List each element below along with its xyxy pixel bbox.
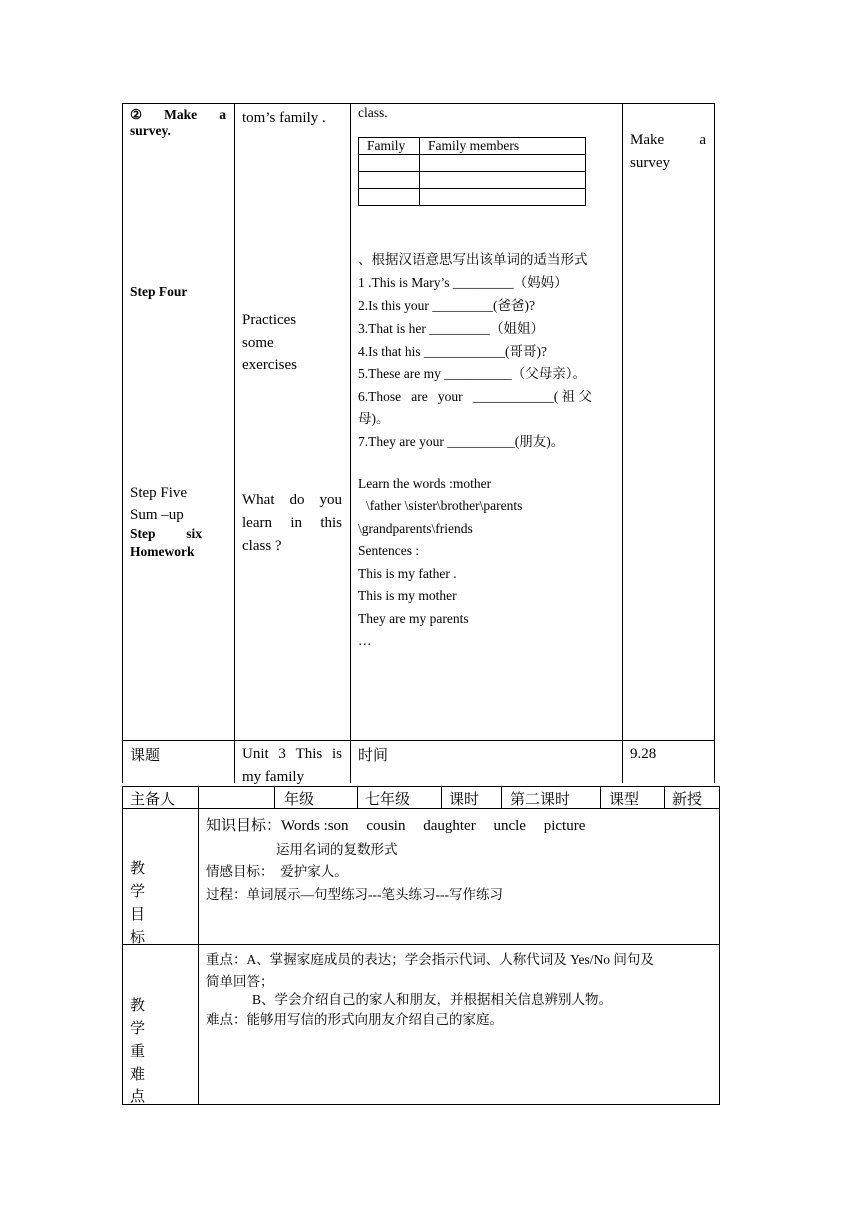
key-point-line3: B、学会介绍自己的家人和朋友，并根据相关信息辨别人物。 bbox=[252, 992, 613, 1007]
practices: Practices bbox=[242, 312, 297, 328]
sentence-2: This is my mother bbox=[358, 588, 457, 603]
exercise-7: 7.They are your __________(朋友)。 bbox=[358, 434, 565, 449]
period-label: 课时 bbox=[449, 792, 480, 808]
what-word2: do bbox=[289, 492, 305, 508]
toms-family: tom’s family . bbox=[242, 110, 326, 126]
some: some bbox=[242, 335, 274, 351]
plural-objective: 运用名词的复数形式 bbox=[276, 842, 398, 857]
sentence-1: This is my father . bbox=[358, 566, 457, 581]
objectives-label-3: 目 bbox=[130, 907, 146, 923]
objectives-label-1: 教 bbox=[130, 861, 146, 877]
unit-word3: This bbox=[295, 746, 323, 762]
grade-label: 年级 bbox=[284, 792, 315, 808]
survey-table bbox=[358, 137, 586, 206]
time-label: 时间 bbox=[358, 748, 389, 764]
exercises-label: exercises bbox=[242, 357, 297, 373]
what-line bbox=[242, 492, 342, 509]
knowledge-objective bbox=[206, 814, 585, 835]
key-point-line2: 简单回答； bbox=[206, 974, 274, 989]
col4-survey: survey bbox=[630, 155, 670, 171]
learn-word3: this bbox=[320, 515, 342, 531]
process-objective: 过程：单词展示—句型练习---笔头练习---写作练习 bbox=[206, 887, 503, 902]
survey-word-survey: survey. bbox=[130, 123, 171, 138]
key-label-4: 难 bbox=[130, 1067, 146, 1083]
step-six-word1: Step bbox=[130, 526, 156, 541]
table-cell bbox=[359, 172, 420, 189]
topic-label: 课题 bbox=[130, 748, 161, 764]
class-question: class ? bbox=[242, 538, 282, 554]
exercise-1: 1 .This is Mary’s _________（妈妈） bbox=[358, 275, 568, 290]
unit-line2: my family bbox=[242, 769, 305, 785]
step-six-word2: six bbox=[186, 526, 202, 541]
survey-header-members: Family members bbox=[420, 138, 586, 155]
lesson-type-label: 课型 bbox=[609, 792, 640, 808]
step-five: Step Five bbox=[130, 485, 188, 501]
survey-header-family: Family bbox=[359, 138, 420, 155]
exercise-2: 2.Is this your _________(爸爸)? bbox=[358, 298, 535, 313]
survey-table-header bbox=[359, 138, 586, 155]
table-cell bbox=[420, 155, 586, 172]
unit-word1: Unit bbox=[242, 746, 269, 762]
exercise-3: 3.That is her _________（姐姐） bbox=[358, 321, 544, 336]
learn-words: Learn the words :mother bbox=[358, 476, 492, 491]
knowledge-label: 知识目标： bbox=[206, 818, 282, 834]
knowledge-word: picture bbox=[543, 818, 586, 834]
key-point-line4: 难点：能够用写信的形式向朋友介绍自己的家庭。 bbox=[206, 1012, 503, 1027]
learn-line bbox=[242, 515, 342, 532]
sentence-3: They are my parents bbox=[358, 611, 469, 626]
table-cell bbox=[359, 155, 420, 172]
make-a-line bbox=[630, 132, 706, 149]
exercise-4: 4.Is that his ____________(哥哥)? bbox=[358, 344, 547, 359]
table-cell bbox=[420, 172, 586, 189]
unit-word4: is bbox=[331, 746, 342, 762]
date-value: 9.28 bbox=[630, 746, 657, 762]
table-cell bbox=[420, 189, 586, 206]
exercise-title: 、根据汉语意思写出该单词的适当形式 bbox=[358, 252, 588, 267]
unit-word2: 3 bbox=[278, 746, 286, 762]
objectives-label-4: 标 bbox=[130, 930, 146, 946]
homework: Homework bbox=[130, 544, 195, 559]
col4-a: a bbox=[699, 132, 706, 148]
survey-word-make: Make bbox=[164, 107, 198, 122]
step-four: Step Four bbox=[130, 284, 188, 299]
knowledge-word: uncle bbox=[493, 818, 526, 834]
learn-word1: learn bbox=[242, 515, 272, 531]
sentences-label: Sentences : bbox=[358, 543, 420, 558]
key-label-3: 重 bbox=[130, 1044, 146, 1060]
survey-step-label bbox=[130, 107, 226, 139]
preparer-label: 主备人 bbox=[130, 792, 176, 808]
period-value: 第二课时 bbox=[510, 792, 571, 808]
grade-value: 七年级 bbox=[365, 792, 411, 808]
key-point-line1: 重点：A、掌握家庭成员的表达；学会指示代词、人称代词及 Yes/No 问句及 bbox=[206, 952, 654, 967]
key-label-1: 教 bbox=[130, 998, 146, 1014]
step-six bbox=[130, 526, 202, 542]
what-word1: What bbox=[242, 492, 275, 508]
class-text: class. bbox=[358, 105, 388, 120]
table-row bbox=[359, 189, 586, 206]
key-label-5: 点 bbox=[130, 1089, 146, 1105]
words-line2: \father \sister\brother\parents bbox=[366, 498, 523, 513]
knowledge-word: cousin bbox=[366, 818, 406, 834]
table-row bbox=[359, 172, 586, 189]
learn-word2: in bbox=[290, 515, 302, 531]
objectives-label-2: 学 bbox=[130, 884, 146, 900]
col4-make: Make bbox=[630, 132, 665, 148]
exercise-6-line2: 母)。 bbox=[358, 411, 390, 426]
exercise-5: 5.These are my __________（父母亲）。 bbox=[358, 366, 586, 381]
survey-num: ② bbox=[130, 107, 143, 122]
table-cell bbox=[359, 189, 420, 206]
emotion-objective: 情感目标： 爱护家人。 bbox=[206, 864, 348, 879]
what-word3: you bbox=[319, 492, 342, 508]
sentence-4: … bbox=[358, 633, 372, 648]
unit-line1 bbox=[242, 746, 342, 763]
knowledge-word: Words :son bbox=[281, 818, 349, 834]
words-line3: \grandparents\friends bbox=[358, 521, 473, 536]
exercise-6-line1: 6.Those are your ____________( 祖 父 bbox=[358, 389, 592, 404]
sum-up: Sum –up bbox=[130, 507, 184, 523]
survey-word-a: a bbox=[219, 107, 226, 122]
table-row bbox=[359, 155, 586, 172]
lesson-type-value: 新授 bbox=[672, 792, 703, 808]
key-label-2: 学 bbox=[130, 1021, 146, 1037]
knowledge-word: daughter bbox=[423, 818, 476, 834]
